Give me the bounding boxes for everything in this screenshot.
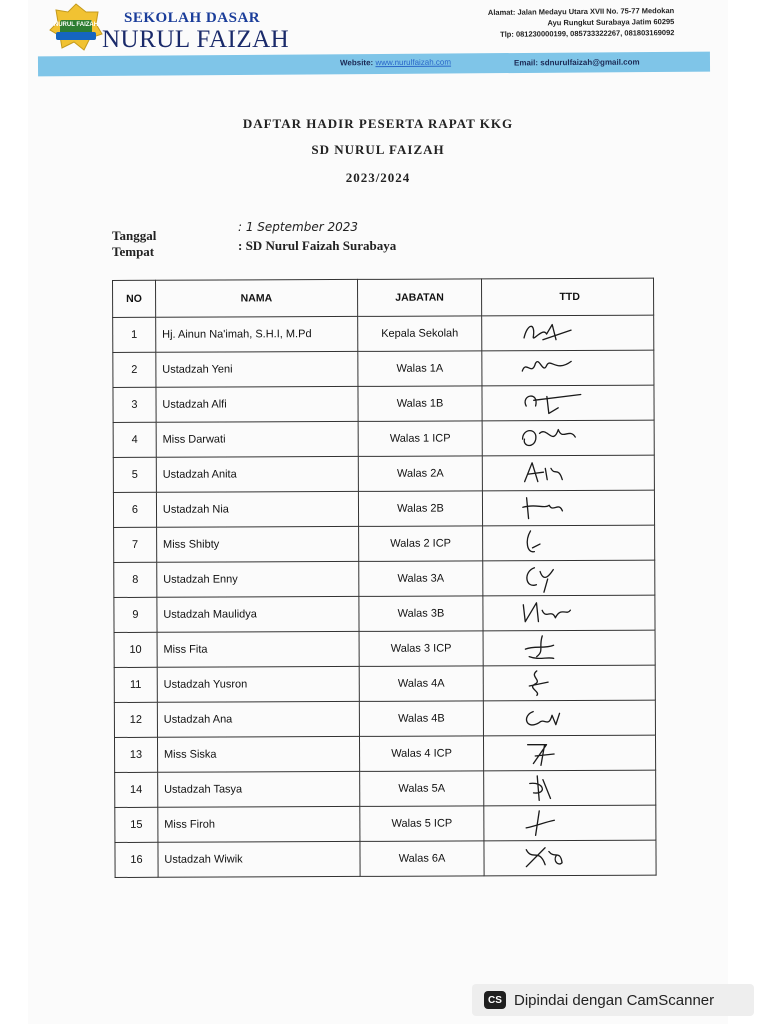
cell-jabatan: Walas 2B: [358, 491, 483, 527]
signature-icon: [493, 352, 613, 385]
cell-jabatan: Walas 4B: [359, 701, 484, 737]
cell-ttd: [483, 665, 655, 701]
cell-nama: Ustadzah Maulidya: [157, 596, 359, 632]
table-header-row: [113, 278, 654, 317]
signature-icon: [493, 527, 613, 560]
cell-jabatan: Kepala Sekolah: [357, 316, 482, 352]
cell-nama: Miss Fita: [157, 631, 359, 667]
cell-ttd: [482, 315, 654, 351]
tanggal-label: Tanggal: [112, 228, 157, 243]
cell-jabatan: Walas 5A: [359, 771, 484, 807]
cell-jabatan: Walas 2A: [358, 456, 483, 492]
table-body: [113, 315, 656, 877]
signature-icon: [492, 317, 612, 350]
cell-jabatan: Walas 6A: [360, 841, 485, 877]
cell-ttd: [484, 805, 656, 841]
cell-nama: Ustadzah Nia: [156, 491, 358, 527]
cell-ttd: [483, 455, 655, 491]
cell-jabatan: Walas 3A: [358, 561, 483, 597]
signature-icon: [494, 702, 614, 735]
cell-nama: Ustadzah Enny: [157, 561, 359, 597]
table-row: [114, 700, 655, 737]
cell-ttd: [484, 700, 656, 736]
table-row: [114, 560, 655, 597]
cell-nama: Ustadzah Yusron: [157, 666, 359, 702]
cell-ttd: [482, 420, 654, 456]
cell-no: 4: [113, 422, 156, 457]
cell-jabatan: Walas 3 ICP: [359, 631, 484, 667]
table-row: [114, 630, 655, 667]
email-line: Email: sdnurulfaizah@gmail.com: [513, 57, 640, 68]
cell-ttd: [483, 630, 655, 666]
signature-icon: [494, 737, 614, 770]
camscanner-icon: CS: [484, 991, 506, 1009]
cell-ttd: [482, 385, 654, 421]
cell-no: 8: [114, 562, 157, 597]
cell-jabatan: Walas 1B: [358, 386, 483, 422]
website-line: [340, 58, 451, 68]
table-row: [113, 490, 654, 527]
signature-icon: [495, 807, 615, 840]
tempat-value: : SD Nurul Faizah Surabaya: [238, 238, 397, 253]
header-nama: NAMA: [155, 279, 357, 317]
table-row: [114, 665, 655, 702]
website-label: Website:: [339, 58, 374, 68]
cell-no: 13: [114, 737, 157, 772]
cell-ttd: [482, 350, 654, 386]
signature-icon: [494, 597, 614, 630]
cell-jabatan: Walas 4 ICP: [359, 736, 484, 772]
cell-nama: Ustadzah Yeni: [156, 351, 358, 387]
cell-no: 14: [115, 772, 158, 807]
cell-no: 11: [114, 667, 157, 702]
cell-ttd: [483, 595, 655, 631]
website-link[interactable]: www.nurulfaizah.com: [375, 57, 452, 68]
signature-icon: [494, 667, 614, 700]
cell-jabatan: Walas 4A: [359, 666, 484, 702]
table-row: [113, 350, 654, 387]
table-row: [115, 770, 656, 807]
camscanner-label: Dipindai dengan CamScanner: [514, 991, 715, 1009]
doc-subtitle: SD NURUL FAIZAH: [311, 142, 445, 157]
table-row: [114, 525, 655, 562]
cell-no: 10: [114, 632, 157, 667]
header-ttd: TTD: [482, 278, 654, 316]
cell-nama: Ustadzah Anita: [156, 456, 358, 492]
signature-icon: [495, 842, 615, 875]
table-row: [113, 455, 654, 492]
cell-no: 5: [113, 457, 156, 492]
cell-ttd: [484, 840, 656, 876]
cell-ttd: [483, 560, 655, 596]
cell-no: 3: [113, 387, 156, 422]
school-name: NURUL FAIZAH: [102, 26, 290, 53]
address-line: Ayu Rungkut Surabaya Jatim 60295: [547, 17, 675, 28]
address-line: Alamat: Jalan Medayu Utara XVII No. 75-77 Medokan: [487, 6, 674, 17]
cell-no: 7: [114, 527, 157, 562]
cell-no: 1: [113, 317, 156, 352]
cell-no: 9: [114, 597, 157, 632]
signature-icon: [494, 772, 614, 805]
cell-ttd: [484, 735, 656, 771]
cell-no: 6: [113, 492, 156, 527]
header-jabatan: JABATAN: [357, 279, 482, 317]
cell-nama: Miss Shibty: [156, 526, 358, 562]
header-no: NO: [113, 280, 156, 317]
cell-nama: Hj. Ainun Na'imah, S.H.I, M.Pd: [156, 316, 358, 352]
cell-nama: Miss Firoh: [158, 806, 360, 842]
tempat-label: Tempat: [112, 244, 155, 259]
signature-icon: [493, 562, 613, 595]
letterhead: [28, 0, 728, 90]
school-address: [488, 5, 675, 40]
cell-jabatan: Walas 2 ICP: [358, 526, 483, 562]
doc-title: DAFTAR HADIR PESERTA RAPAT KKG: [242, 116, 514, 131]
cell-no: 12: [114, 702, 157, 737]
cell-jabatan: Walas 1 ICP: [358, 421, 483, 457]
cell-nama: Ustadzah Tasya: [158, 771, 360, 807]
signature-icon: [493, 457, 613, 490]
cell-nama: Ustadzah Alfi: [156, 386, 358, 422]
signature-icon: [493, 387, 613, 420]
address-line: Tlp: 081230000199, 085733322267, 081803169092: [499, 28, 675, 39]
signature-icon: [494, 632, 614, 665]
cell-nama: Miss Siska: [157, 736, 359, 772]
cell-nama: Miss Darwati: [156, 421, 358, 457]
cell-ttd: [484, 770, 656, 806]
cell-jabatan: Walas 5 ICP: [360, 806, 485, 842]
document-page: [28, 0, 728, 1024]
cell-nama: Ustadzah Ana: [157, 701, 359, 737]
camscanner-badge: [472, 984, 754, 1016]
cell-no: 2: [113, 352, 156, 387]
table-row: [115, 805, 656, 842]
logo-text: NURUL FAIZAH: [53, 22, 99, 28]
cell-ttd: [483, 490, 655, 526]
table-row: [114, 735, 655, 772]
table-row: [115, 840, 656, 877]
doc-year: 2023/2024: [345, 170, 411, 185]
cell-nama: Ustadzah Wiwik: [158, 841, 360, 877]
cell-jabatan: Walas 1A: [358, 351, 483, 387]
table-row: [113, 315, 654, 352]
cell-no: 16: [115, 842, 158, 877]
attendance-table: [112, 278, 657, 878]
table-row: [113, 420, 654, 457]
signature-icon: [493, 492, 613, 525]
signature-icon: [493, 422, 613, 455]
tanggal-value: : 1 September 2023: [238, 220, 358, 234]
table-row: [114, 595, 655, 632]
cell-jabatan: Walas 3B: [359, 596, 484, 632]
cell-no: 15: [115, 807, 158, 842]
school-type: SEKOLAH DASAR: [124, 10, 261, 26]
table-row: [113, 385, 654, 422]
cell-ttd: [483, 525, 655, 561]
